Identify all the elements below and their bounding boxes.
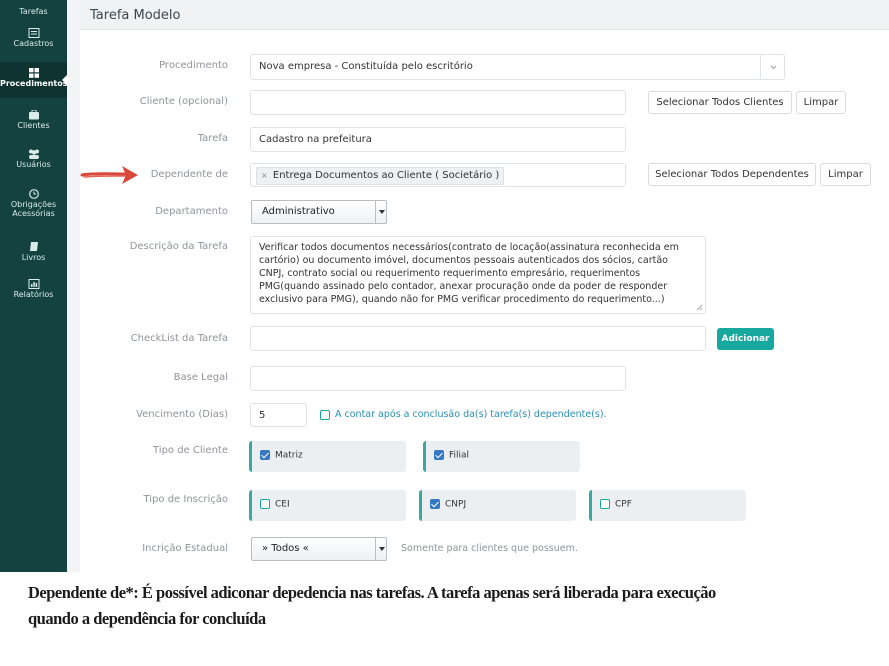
tag-remove-icon[interactable]: ×: [261, 171, 268, 180]
cliente-input[interactable]: [250, 90, 626, 115]
vencimento-after-option[interactable]: [320, 409, 607, 420]
filial-checkbox[interactable]: [434, 450, 444, 460]
base-legal-input[interactable]: [250, 366, 626, 391]
descricao-line: PMG(quando assinado pelo contador, anexar procuração onde da poder de responder: [259, 281, 668, 292]
select-arrow-box: [375, 201, 386, 223]
clear-clients-button[interactable]: Limpar: [796, 91, 846, 114]
departamento-select[interactable]: [251, 200, 387, 224]
option-cpf[interactable]: [589, 490, 746, 521]
option-cei[interactable]: [249, 490, 406, 521]
page-title: Tarefa Modelo: [80, 0, 889, 30]
sidebar-item-tarefas[interactable]: [0, 0, 67, 20]
cpf-label: CPF: [615, 499, 632, 510]
descricao-line: CNPJ, contrato social ou requerimento requerimento empresário, requerimentos: [259, 268, 641, 279]
cei-checkbox[interactable]: [260, 499, 270, 509]
checklist-label: CheckList da Tarefa: [130, 333, 228, 344]
cnpj-label: CNPJ: [445, 499, 467, 510]
tarefa-label: Tarefa: [197, 133, 228, 144]
sidebar-item-label: Tarefas: [19, 7, 48, 16]
caret-down-icon: [379, 210, 385, 214]
tipo-cliente-label: Tipo de Cliente: [152, 445, 228, 456]
dependente-label: Dependente de: [150, 169, 228, 180]
tarefa-value: Cadastro na prefeitura: [259, 134, 372, 145]
sidebar-item-obrigacoes[interactable]: [0, 189, 67, 227]
matriz-label: Matriz: [275, 450, 303, 461]
caret-down-icon: [379, 547, 385, 551]
users-icon: [28, 149, 40, 159]
cliente-label: Cliente (opcional): [139, 96, 228, 107]
book-icon: [28, 242, 40, 252]
inscricao-estadual-label: Incrição Estadual: [142, 543, 228, 554]
sidebar-item-label: Livros: [21, 253, 46, 262]
annotation-arrow-icon: [80, 160, 142, 186]
cei-label: CEI: [275, 499, 290, 510]
vencimento-after-label: A contar após a conclusão da(s) tarefa(s) dependente(s).: [335, 409, 607, 420]
departamento-value: Administrativo: [262, 206, 335, 217]
option-cnpj[interactable]: [419, 490, 576, 521]
sidebar-item-label: Procedimentos: [0, 79, 68, 88]
sidebar-item-label: Clientes: [17, 121, 50, 130]
cnpj-checkbox[interactable]: [430, 499, 440, 509]
sidebar-item-label: Cadastros: [13, 39, 54, 48]
clear-dependents-button[interactable]: Limpar: [820, 163, 871, 186]
option-filial[interactable]: [423, 441, 580, 472]
dependente-tag-label: Entrega Documentos ao Cliente ( Societário ): [272, 170, 500, 181]
descricao-textarea[interactable]: [250, 236, 706, 314]
main-panel: [80, 0, 889, 572]
procedimento-dropdown-toggle[interactable]: [760, 54, 785, 80]
procedimento-label: Procedimento: [159, 60, 228, 71]
inscricao-estadual-select[interactable]: [251, 537, 387, 561]
sidebar-item-label: Usuários: [16, 160, 51, 169]
caption: [28, 580, 878, 632]
cpf-checkbox[interactable]: [600, 499, 610, 509]
caption-line: quando a dependência for concluída: [28, 609, 266, 628]
sidebar: [0, 0, 67, 572]
procedimento-select[interactable]: [250, 54, 785, 80]
base-legal-label: Base Legal: [173, 372, 228, 383]
bar-chart-icon: [28, 279, 40, 289]
vencimento-label: Vencimento (Dias): [136, 409, 228, 420]
option-matriz[interactable]: [249, 441, 406, 472]
tasks-icon: [28, 0, 40, 6]
sidebar-item-procedimentos[interactable]: [0, 62, 67, 98]
inscricao-estadual-value: » Todos «: [262, 543, 309, 554]
resize-handle-icon[interactable]: [696, 304, 703, 311]
briefcase-icon: [28, 110, 40, 120]
departamento-label: Departamento: [155, 206, 228, 217]
descricao-line: cartório) ou documento imóvel, documentos pessoais autenticados dos sócios, cartão: [259, 255, 668, 266]
sidebar-item-label-2: Acessórias: [12, 209, 55, 218]
filial-label: Filial: [449, 450, 470, 461]
add-checklist-button[interactable]: Adicionar: [717, 328, 774, 350]
sidebar-item-clientes[interactable]: [0, 110, 67, 138]
descricao-label: Descrição da Tarefa: [129, 241, 228, 252]
checklist-input[interactable]: [250, 326, 706, 351]
vencimento-input[interactable]: [250, 403, 307, 427]
select-all-dependents-button[interactable]: Selecionar Todos Dependentes: [648, 163, 816, 186]
sidebar-item-cadastros[interactable]: [0, 28, 67, 58]
select-all-clients-button[interactable]: Selecionar Todos Clientes: [648, 91, 792, 114]
sidebar-item-usuarios[interactable]: [0, 149, 67, 177]
sidebar-item-livros[interactable]: [0, 242, 67, 270]
sidebar-item-label: Obrigações: [10, 200, 57, 209]
after-dependents-checkbox[interactable]: [320, 410, 330, 420]
sidebar-item-label: Relatórios: [13, 290, 54, 299]
dependente-input[interactable]: [250, 163, 626, 187]
dependente-tag: [256, 167, 504, 185]
tipo-inscricao-label: Tipo de Inscrição: [143, 494, 228, 505]
select-arrow-box: [375, 538, 386, 560]
chevron-down-icon: [761, 54, 786, 80]
grid-icon: [28, 68, 40, 78]
descricao-line: Verificar todos documentos necessários(contrato de locação(assinatura reconhecida em: [259, 242, 679, 253]
sidebar-item-relatorios[interactable]: [0, 279, 67, 307]
tarefa-input[interactable]: [250, 127, 626, 152]
caption-line: Dependente de*: É possível adiconar depedencia nas tarefas. A tarefa apenas será liberada para execução: [28, 583, 716, 602]
list-icon: [28, 28, 40, 38]
vencimento-value: 5: [259, 410, 266, 421]
inscricao-estadual-hint: Somente para clientes que possuem.: [401, 543, 578, 554]
clock-icon: [28, 189, 40, 199]
matriz-checkbox[interactable]: [260, 450, 270, 460]
descricao-line: exclusivo para PMG), quando não for PMG verificar procedimento do requerimento...): [259, 294, 665, 305]
procedimento-value: Nova empresa - Constituída pelo escritório: [259, 61, 473, 72]
